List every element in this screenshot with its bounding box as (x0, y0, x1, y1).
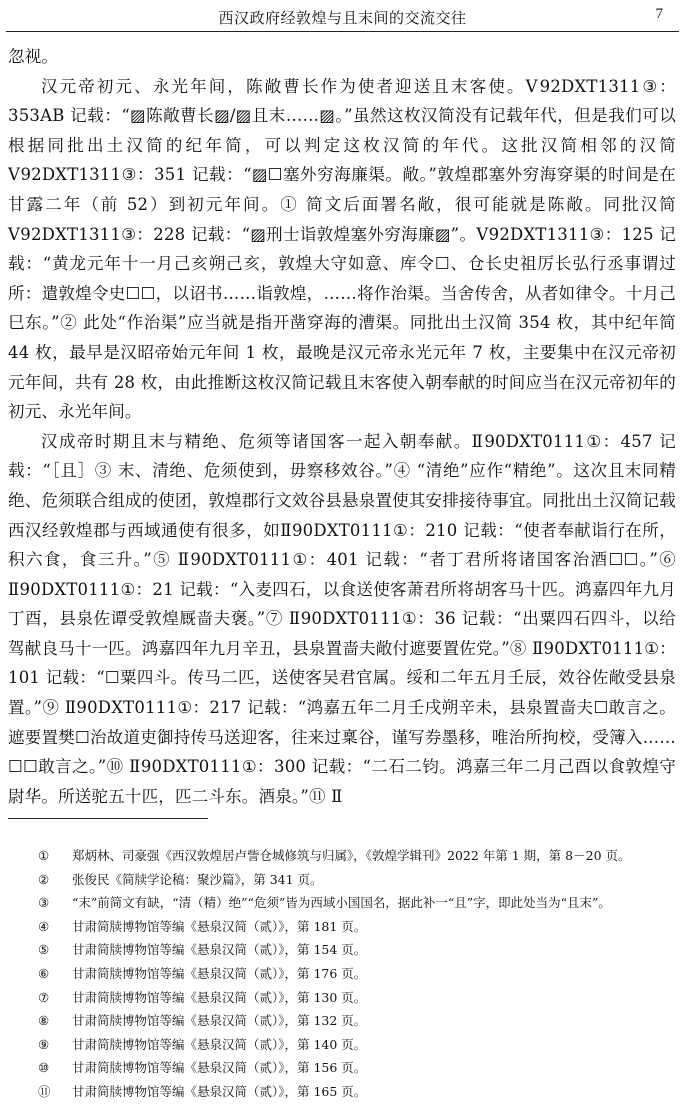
footnote-item (8, 1080, 676, 1104)
paragraph: 汉元帝初元、永光年间，陈敞曹长作为使者迎送且末客使。Ⅴ92DXT1311③：353AB 记载：“▨陈敞曹长▨/▨且末……▨。”虽然这枚汉简没有记载年代，但是我们可以根据同批出土汉简的纪年简，可以判定这枚汉简的年代。这批汉简相邻的汉简Ⅴ92DXT1311③：351 记载：“▨☐塞外穷海廉渠。敞。”敦煌郡塞外穷海穿渠的时间是在甘露二年（前 52）到初元年间。① 简文后面署名敞，很可能就是陈敞。同批汉简Ⅴ92DXT1311③：228 记载：“▨刑士诣敦煌塞外穷海廉▨”。Ⅴ92DXT1311③：125 记载：“黄龙元年十一月己亥朔己亥，敦煌大守如意、库令☐、仓长史祖厉长弘行丞事谓过所：遣敦煌令史☐☐，以诏书……诣敦煌，……将作治渠。当舍传舍，从者如律令。十月己巳东。”② 此处“作治渠”应当就是指开凿穿海的漕渠。同批出土汉简 354 枚，其中纪年简 44 枚，最早是汉昭帝始元年间 1 枚，最晚是汉元帝永光元年 7 枚，主要集中在汉元帝初元年间，共有 28 枚，由此推断这枚汉简记载且末客使入朝奉献的时间应当在汉元帝初年的初元、永光年间。 (8, 76, 676, 422)
footnote-text: 甘肃简牍博物馆等编《悬泉汉简（贰）》，第 132 页。 (72, 1013, 367, 1029)
footnote-mark: ⑪ (38, 1083, 51, 1099)
paragraph: 汉成帝时期且末与精绝、危须等诸国客一起入朝奉献。Ⅱ90DXT0111①：457 记载：“［且］③ 末、清绝、危须使到，毋察移效谷。”④ “清绝”应作“精绝”。这次且末同精绝、危须联合组成的使团，敦煌郡行文效谷县悬泉置使其安排接待事宜。同批出土汉简记载西汉经敦煌郡与西域通使有很多，如Ⅱ90DXT0111①：210 记载：“使者奉献诣行在所，积六食，食三升。”⑤ Ⅱ90DXT0111①：401 记载：“者丁君所将诸国客治酒☐☐。”⑥ Ⅱ90DXT0111①：21 记载：“入麦四石，以食送使客萧君所将胡客马十匹。鸿嘉四年九月丁酉，县泉佐谭受敦煌厩啬夫褒。”⑦ Ⅱ90DXT0111①：36 记载：“出粟四石四斗，以给驾献良马十一匹。鸿嘉四年九月辛丑，县泉置啬夫敞付遮要置佐党。”⑧ Ⅱ90DXT0111①：101 记载：“☐粟四斗。传马二匹，送使客吴君官属。绥和二年五月壬辰，效谷佐敞受县泉置。”⑨ Ⅱ90DXT0111①：217 记载：“鸿嘉五年二月壬戌朔辛未，县泉置啬夫☐敢言之。遮要置樊☐治故道吏御持传马送迎客，往来过稟谷，谨写券墨移，唯治所拘校，受簿入……☐☐敢言之。”⑩ Ⅱ90DXT0111①：300 记载：“二石二钧。鸿嘉三年二月己酉以食敦煌守尉华。所送驼五十匹，匹二斗东。酒泉。”⑪ Ⅱ (8, 431, 676, 806)
footnote-item (8, 962, 676, 986)
footnote-text: 甘肃简牍博物馆等编《悬泉汉简（贰）》，第 181 页。 (72, 918, 367, 934)
footnote-item (8, 915, 676, 939)
footnote-mark: ④ (38, 918, 50, 934)
footnote-item (8, 1056, 676, 1080)
footnote-text: 甘肃简牍博物馆等编《悬泉汉简（贰）》，第 130 页。 (72, 989, 367, 1005)
footnote-mark: ⑤ (38, 942, 50, 958)
footnote-item (8, 868, 676, 892)
footnote-mark: ⑩ (38, 1060, 50, 1076)
running-title: 西汉政府经敦煌与且末间的交流交往 (218, 9, 467, 27)
footnote-item (8, 844, 676, 868)
footnote-mark: ⑥ (38, 965, 50, 981)
footnote-text: 张俊民《简牍学论稿：聚沙篇》，第 341 页。 (72, 871, 323, 887)
footnote-mark: ⑧ (38, 1013, 50, 1029)
footnote-text: 甘肃简牍博物馆等编《悬泉汉简（贰）》，第 165 页。 (72, 1083, 367, 1099)
footnote-mark: ③ (38, 895, 50, 911)
footnote-text: 甘肃简牍博物馆等编《悬泉汉简（贰）》，第 154 页。 (72, 942, 367, 958)
header-rule (6, 31, 679, 32)
footnotes (8, 844, 676, 1104)
footnote-mark: ⑦ (38, 989, 50, 1005)
footnote-mark: ⑨ (38, 1036, 50, 1052)
footnote-text: 甘肃简牍博物馆等编《悬泉汉简（贰）》，第 140 页。 (72, 1036, 367, 1052)
footnote-item (8, 891, 676, 915)
footnote-item (8, 1033, 676, 1057)
footnote-text: 甘肃简牍博物馆等编《悬泉汉简（贰）》，第 156 页。 (72, 1060, 367, 1076)
footnote-text: “末”前简文有缺，“清（精）绝”“危须”皆为西域小国国名，据此补一“且”字，即此处当为“且末”。 (72, 895, 611, 911)
footnote-text: 郑炳林、司豪强《西汉敦煌居卢訾仓城修筑与归属》，《敦煌学辑刊》2022 年第 1 期，第 8－20 页。 (72, 848, 631, 863)
footnote-item (8, 986, 676, 1010)
paragraph: 忽视。 (8, 47, 59, 66)
footnote-text: 甘肃简牍博物馆等编《悬泉汉简（贰）》，第 176 页。 (72, 965, 367, 981)
footnote-item (8, 938, 676, 962)
main-text (8, 42, 676, 811)
footnote-mark: ① (38, 848, 50, 863)
footnote-item (8, 1009, 676, 1033)
page-number: 7 (655, 6, 663, 22)
running-header (0, 0, 685, 32)
footnote-rule (8, 818, 208, 819)
footnote-mark: ② (38, 871, 50, 887)
